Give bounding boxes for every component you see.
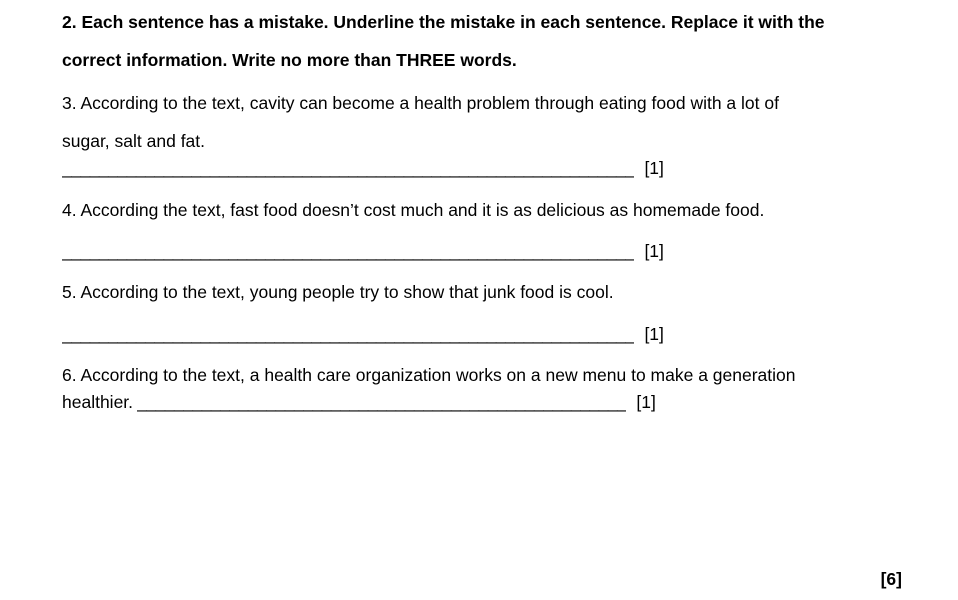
- total-mark: [6]: [880, 569, 902, 589]
- spacer: [62, 117, 906, 127]
- question-3-text-line-1: 3. According to the text, cavity can become a health problem through eating food with a lot of: [62, 92, 779, 113]
- question-4-mark: [1]: [644, 240, 664, 261]
- question-5-text-line-1: 5. According to the text, young people try to show that junk food is cool.: [62, 282, 614, 303]
- instruction-line-1: 2. Each sentence has a mistake. Underline the mistake in each sentence. Replace it with the: [62, 12, 825, 32]
- question-6-text-line-1: 6. According to the text, a health care organization works on a new menu to make a generation: [62, 364, 796, 385]
- answer-rule: ______________________________________________________________: [62, 240, 635, 261]
- question-5-answer-line[interactable]: [62, 321, 906, 347]
- answer-rule: ______________________________________________________________: [62, 323, 635, 344]
- spacer: [62, 36, 906, 46]
- instruction-line-2: correct information. Write no more than THREE words.: [62, 50, 517, 71]
- answer-rule: ______________________________________________________________: [62, 158, 635, 179]
- question-3-text-line-2: sugar, salt and fat.: [62, 131, 206, 152]
- question-5-mark: [1]: [644, 323, 664, 344]
- question-6-answer-line[interactable]: [62, 389, 906, 415]
- question-4-text-line-1: 4. According the text, fast food doesn’t cost much and it is as delicious as homemade food.: [62, 199, 765, 220]
- question-3-answer-line[interactable]: [62, 155, 906, 181]
- question-6-mark: [1]: [636, 392, 656, 413]
- question-3-mark: [1]: [644, 158, 664, 179]
- question-6-text-line-2: healthier.: [62, 392, 134, 413]
- question-4-answer-line[interactable]: [62, 238, 906, 264]
- answer-rule: _____________________________________________________: [137, 392, 627, 413]
